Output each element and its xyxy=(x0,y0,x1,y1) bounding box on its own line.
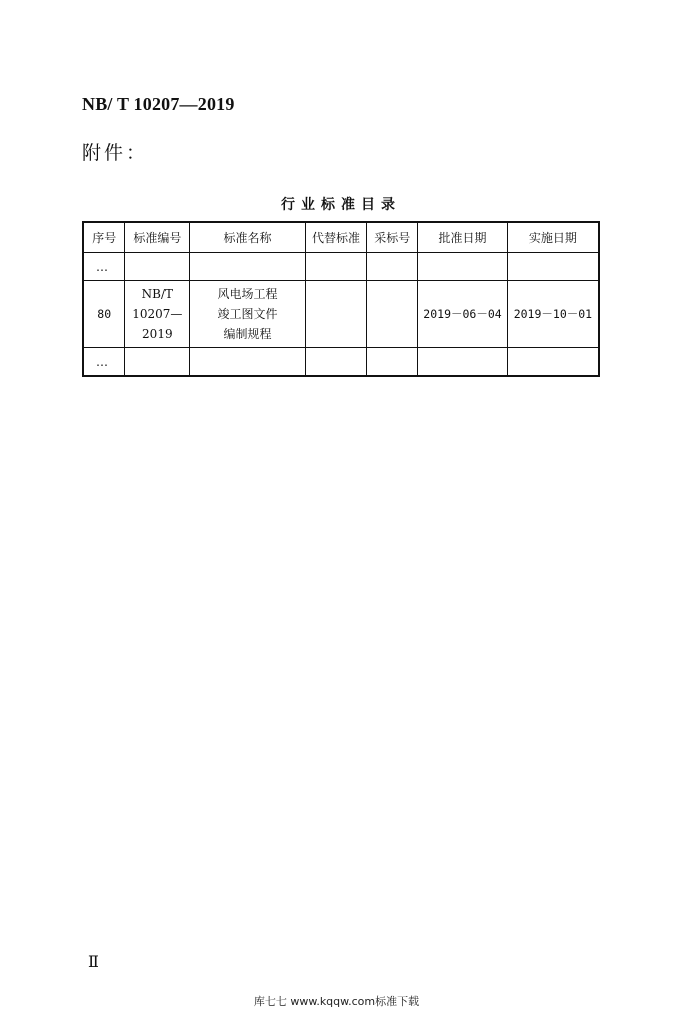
row-standard-code-line: NB/T xyxy=(141,287,174,301)
col-header-effective-date: 实施日期 xyxy=(507,222,599,253)
row-standard-code-line: 10207— xyxy=(132,307,183,321)
table-header-row xyxy=(83,222,599,253)
empty-cell xyxy=(125,253,190,281)
table-row-ellipsis-top xyxy=(83,253,599,281)
empty-cell xyxy=(418,253,508,281)
col-header-name: 标准名称 xyxy=(190,222,305,253)
standard-code: NB/ T 10207—2019 xyxy=(82,94,235,114)
row-effective-date: 2019－10－01 xyxy=(507,281,599,348)
row-number: 80 xyxy=(83,281,125,348)
row-standard-name-line: 编制规程 xyxy=(223,327,272,341)
col-header-adopted-no: 采标号 xyxy=(367,222,418,253)
empty-cell xyxy=(190,348,305,377)
col-header-code: 标准编号 xyxy=(125,222,190,253)
standard-catalog-table xyxy=(82,221,600,377)
empty-cell xyxy=(367,348,418,377)
empty-cell xyxy=(418,348,508,377)
row-adopted-no xyxy=(367,281,418,348)
row-standard-code-line: 2019 xyxy=(142,327,173,341)
row-standard-name xyxy=(190,281,305,348)
row-approval-date: 2019－06－04 xyxy=(418,281,508,348)
empty-cell xyxy=(305,253,367,281)
ellipsis-cell: … xyxy=(83,348,125,377)
row-standard-code xyxy=(125,281,190,348)
empty-cell xyxy=(507,253,599,281)
table-title: 行业标准目录 xyxy=(281,197,401,213)
table-row xyxy=(83,281,599,348)
annex-label: 附件： xyxy=(82,142,149,164)
page-number: Ⅱ xyxy=(88,954,99,971)
table-row-ellipsis-bottom xyxy=(83,348,599,377)
empty-cell xyxy=(125,348,190,377)
col-header-approval-date: 批准日期 xyxy=(418,222,508,253)
row-replaces xyxy=(305,281,367,348)
empty-cell xyxy=(305,348,367,377)
row-standard-name-line: 风电场工程 xyxy=(217,287,278,301)
empty-cell xyxy=(190,253,305,281)
empty-cell xyxy=(367,253,418,281)
site-watermark: 库七七 www.kqqw.com标准下载 xyxy=(253,995,420,1008)
col-header-replaces: 代替标准 xyxy=(305,222,367,253)
ellipsis-cell: … xyxy=(83,253,125,281)
row-standard-name-line: 竣工图文件 xyxy=(217,307,278,321)
col-header-number: 序号 xyxy=(83,222,125,253)
empty-cell xyxy=(507,348,599,377)
